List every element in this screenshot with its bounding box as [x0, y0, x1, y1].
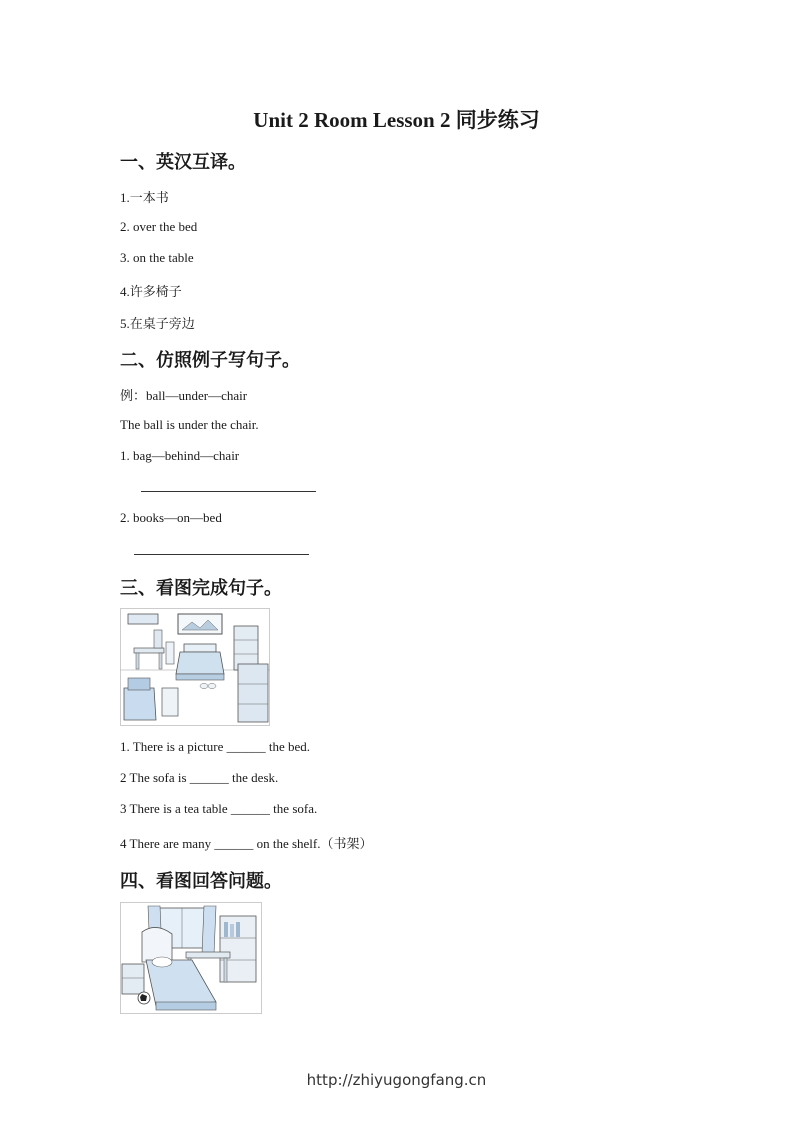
- footer-url[interactable]: http://zhiyugongfang.cn: [306, 1071, 487, 1089]
- s3-item-1: 1. There is a picture ______ the bed.: [120, 739, 311, 754]
- s1-item-3: 3. on the table: [120, 250, 194, 265]
- s1-item-2: 2. over the bed: [120, 219, 198, 234]
- answer-line-2: [134, 554, 309, 555]
- s1-item-4: 4.许多椅子: [120, 284, 182, 299]
- s2-question-1: 1. bag—behind—chair: [120, 448, 240, 463]
- section-2-heading: 二、仿照例子写句子。: [120, 350, 300, 371]
- answer-line-1: [141, 491, 316, 492]
- bedroom-picture-1: [120, 608, 270, 726]
- s2-example-answer: The ball is under the chair.: [120, 417, 259, 432]
- s1-item-5: 5.在桌子旁边: [120, 316, 195, 331]
- s3-item-4: 4 There are many ______ on the shelf.（书架）: [120, 836, 373, 851]
- section-1-heading: 一、英汉互译。: [120, 152, 246, 173]
- page-title: Unit 2 Room Lesson 2 同步练习: [253, 108, 540, 132]
- s3-item-2: 2 The sofa is ______ the desk.: [120, 770, 279, 785]
- section-4-heading: 四、看图回答问题。: [120, 871, 282, 892]
- section-3-heading: 三、看图完成句子。: [120, 578, 282, 599]
- s3-item-3: 3 There is a tea table ______ the sofa.: [120, 801, 318, 816]
- bedroom-picture-2: [120, 902, 262, 1014]
- s1-item-1: 1.一本书: [120, 190, 169, 205]
- s2-question-2: 2. books—on—bed: [120, 510, 222, 525]
- s2-example: 例：ball—under—chair: [120, 388, 248, 403]
